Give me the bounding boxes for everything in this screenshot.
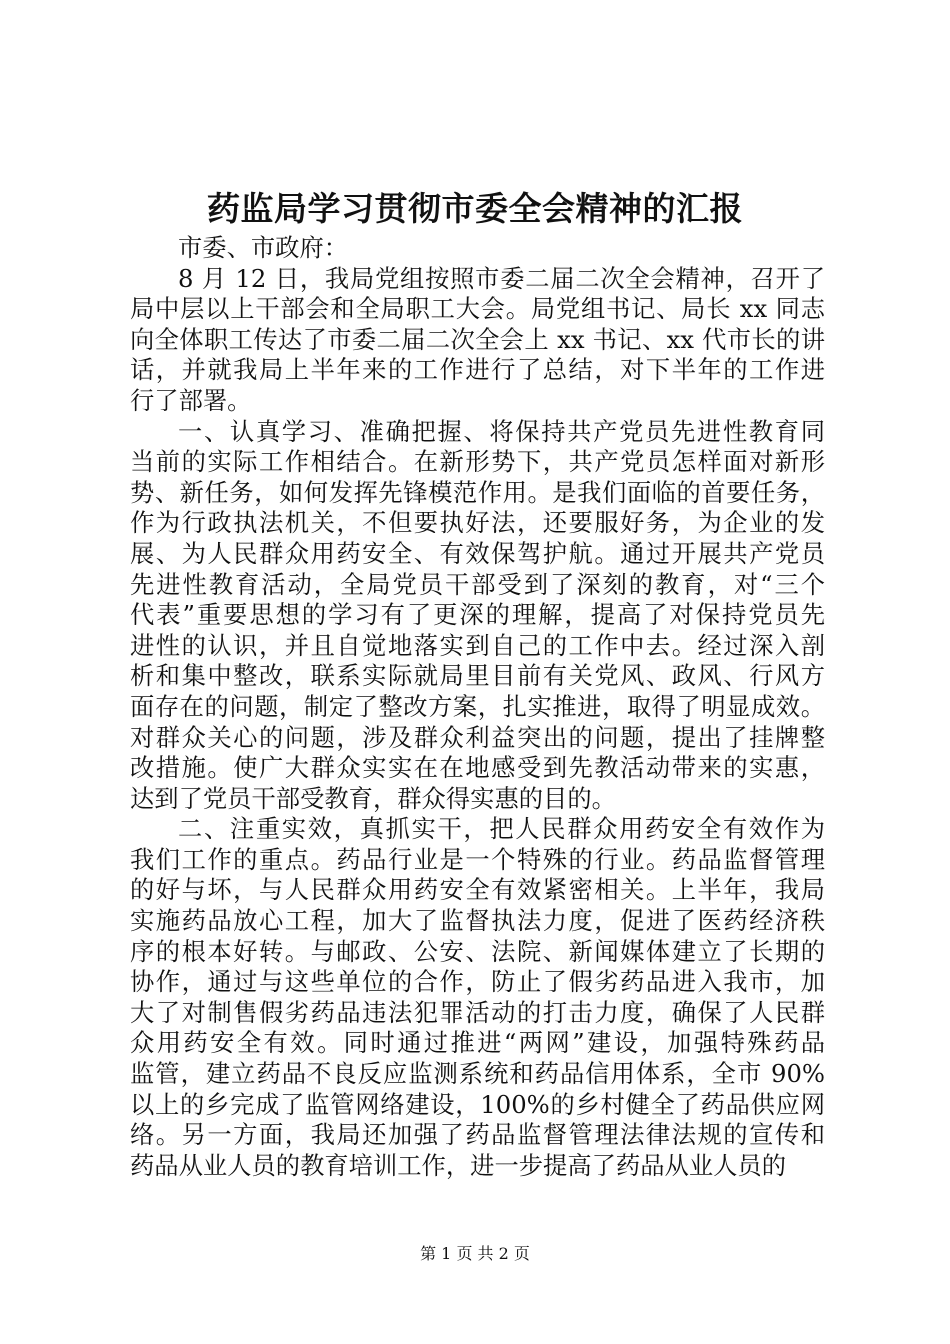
paragraph-line: 络。另一方面，我局还加强了药品监督管理法律法规的宣传和 [130, 1120, 825, 1150]
paragraph-line: 药品从业人员的教育培训工作，进一步提高了药品从业人员的 [130, 1150, 787, 1180]
paragraph-line: 作为行政执法机关，不但要执好法，还要服好务，为企业的发 [130, 508, 825, 538]
paragraph-line: 序的根本好转。与邮政、公安、法院、新闻媒体建立了长期的 [130, 936, 825, 966]
paragraph-line: 以上的乡完成了监管网络建设，100%的乡村健全了药品供应网 [130, 1089, 825, 1119]
paragraph-line: 实施药品放心工程，加大了监督执法力度，促进了医药经济秩 [130, 906, 825, 936]
paragraph-line: 向全体职工传达了市委二届二次全会上 xx 书记、xx 代市长的讲 [130, 324, 825, 354]
paragraph-line: 众用药安全有效。同时通过推进“两网”建设，加强特殊药品 [130, 1028, 825, 1058]
paragraph-line: 我们工作的重点。药品行业是一个特殊的行业。药品监督管理 [130, 844, 825, 874]
paragraph-line: 一、认真学习、准确把握、将保持共产党员先进性教育同 [178, 416, 825, 446]
paragraph-line: 势、新任务，如何发挥先锋模范作用。是我们面临的首要任务， [130, 477, 825, 507]
paragraph-line: 协作，通过与这些单位的合作，防止了假劣药品进入我市，加 [130, 967, 825, 997]
paragraph-line: 大了对制售假劣药品违法犯罪活动的打击力度，确保了人民群 [130, 997, 825, 1027]
paragraph [130, 264, 825, 417]
paragraph-line: 的好与坏，与人民群众用药安全有效紧密相关。上半年，我局 [130, 875, 825, 905]
paragraph-line: 二、注重实效，真抓实干，把人民群众用药安全有效作为 [178, 814, 825, 844]
document-title: 药监局学习贯彻市委全会精神的汇报 [207, 189, 743, 228]
paragraph-line: 当前的实际工作相结合。在新形势下，共产党员怎样面对新形 [130, 447, 825, 477]
paragraph-line: 改措施。使广大群众实实在在地感受到先教活动带来的实惠， [130, 753, 825, 783]
paragraph-line: 话，并就我局上半年来的工作进行了总结，对下半年的工作进 [130, 355, 825, 385]
salutation: 市委、市政府： [178, 233, 349, 262]
paragraph [130, 814, 825, 1181]
paragraph-line: 监管，建立药品不良反应监测系统和药品信用体系，全市 90% [130, 1059, 825, 1089]
paragraph-line: 行了部署。 [130, 385, 252, 415]
paragraph [130, 417, 825, 815]
paragraph-line: 8 月 12 日，我局党组按照市委二届二次全会精神，召开了 [178, 263, 825, 293]
paragraph-line: 面存在的问题，制定了整改方案，扎实推进，取得了明显成效。 [130, 691, 825, 721]
paragraph-line: 对群众关心的问题，涉及群众利益突出的问题，提出了挂牌整 [130, 722, 825, 752]
page-footer: 第 1 页 共 2 页 [420, 1244, 530, 1263]
paragraph-line: 局中层以上干部会和全局职工大会。局党组书记、局长 xx 同志 [130, 294, 825, 324]
document-body [130, 233, 825, 1181]
paragraph-line: 达到了党员干部受教育，群众得实惠的目的。 [130, 783, 616, 813]
paragraph-line: 展、为人民群众用药安全、有效保驾护航。通过开展共产党员 [130, 538, 825, 568]
paragraph-line: 代表”重要思想的学习有了更深的理解，提高了对保持党员先 [130, 600, 825, 630]
paragraph-line: 进性的认识，并且自觉地落实到自己的工作中去。经过深入剖 [130, 630, 825, 660]
paragraph-line: 析和集中整改，联系实际就局里目前有关党风、政风、行风方 [130, 661, 825, 691]
paragraph-list [130, 264, 825, 1182]
paragraph-line: 先进性教育活动，全局党员干部受到了深刻的教育，对“三个 [130, 569, 825, 599]
